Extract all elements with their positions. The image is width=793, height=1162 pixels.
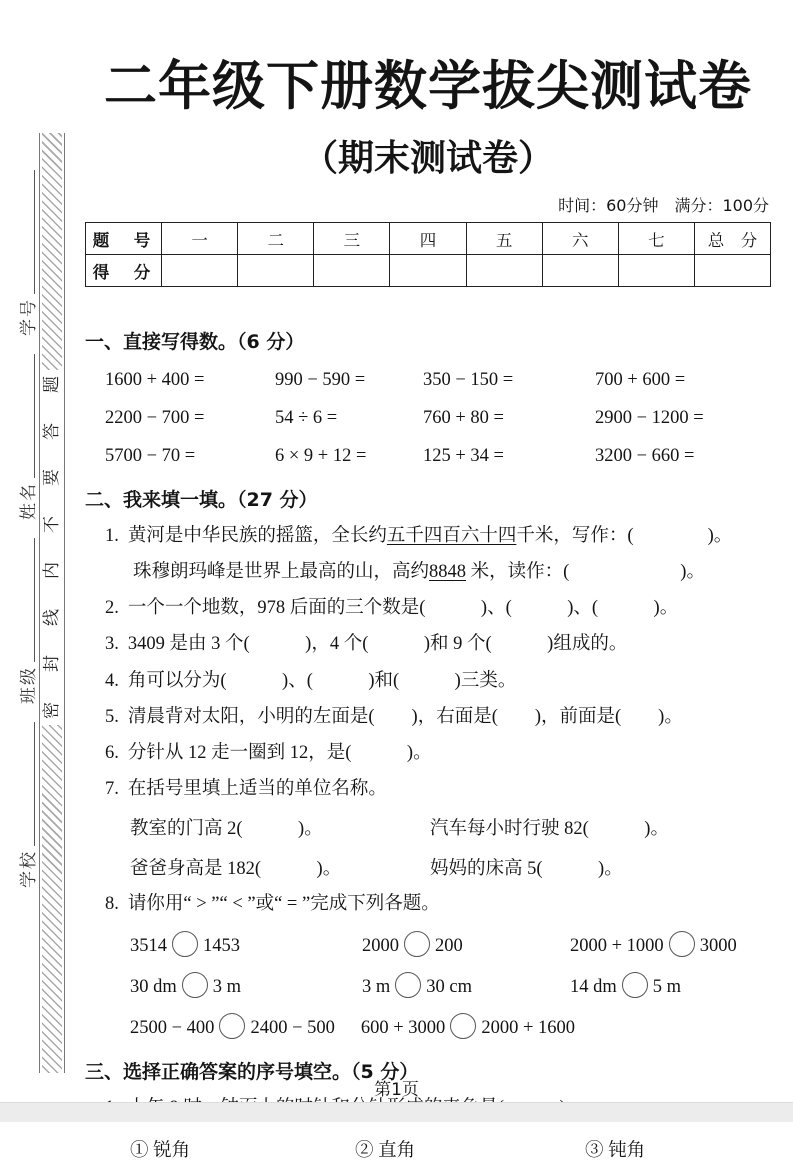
field-class-blank-line [34,538,35,662]
section1-heading: 一、直接写得数。（6 分） [85,331,305,353]
item-number: 4. [105,670,119,691]
field-class [14,532,39,716]
page-bottom-edge [0,1102,793,1122]
fill-item-7 [85,778,771,801]
score-table-header-cell: 总 分 [694,223,770,255]
comparison-left: 2000 + 1000 [570,936,664,957]
field-name [14,348,39,532]
comparison-left: 3 m [362,977,391,998]
comparison-item [361,1013,575,1039]
comparison-circle [450,1013,476,1039]
exam-paper [85,0,771,1162]
math-expression: 3200 − 660 = [595,446,695,466]
choice-option-1: ① 锐角 [130,1141,191,1162]
score-cell-empty [162,255,238,287]
score-table-header-cell: 三 [314,223,390,255]
underlined-text: 五千四百六十四 [386,526,517,546]
fill-item-3 [85,633,771,656]
comparison-circle [395,972,421,998]
comparison-right: 1453 [203,936,240,957]
seal-line-strip [39,133,65,1073]
comparison-item [130,972,362,998]
exam-meta: 时间：60分钟 满分：100分 [558,196,769,215]
score-table-header-cell: 六 [542,223,618,255]
score-table-header-cell: 一 [162,223,238,255]
math-expression: 700 + 600 = [595,370,686,390]
math-expression: 6 × 9 + 12 = [275,446,367,466]
math-expression: 2900 − 1200 = [595,408,704,428]
comparison-right: 30 cm [426,977,472,998]
unit-fill-grid [85,814,771,880]
page-title: 二年级下册数学拔尖测试卷 [104,56,752,117]
score-cell-empty [618,255,694,287]
comparison-item [362,972,570,998]
item-text: 在括号里填上适当的单位名称。 [127,778,387,799]
item-text: 请你用“ > ”“ < ”或“ = ”完成下列各题。 [127,894,440,914]
seal-char: 要 [41,469,62,487]
field-school-blank-line [34,722,35,846]
item-text: 分针从 12 走一圈到 12，是( )。 [127,742,432,763]
math-expression: 2200 − 700 = [105,408,205,428]
score-cell-empty [238,255,314,287]
score-table-header-cell: 七 [618,223,694,255]
seal-char: 内 [41,562,62,580]
score-row-label: 得 分 [86,255,162,287]
field-class-label: 班级 [19,666,39,704]
math-expression: 990 − 590 = [275,370,366,390]
item-number: 5. [105,706,119,727]
item-number: 7. [105,778,119,799]
item-number: 8. [105,894,119,914]
underlined-text: 8848 [429,562,467,583]
math-expression: 760 + 80 = [423,408,504,428]
item-number: 6. [105,742,119,763]
math-expression: 54 ÷ 6 = [275,408,338,428]
student-info-fields [7,164,39,900]
comparison-item [570,931,771,957]
math-expression: 1600 + 400 = [105,370,205,390]
field-name-label: 姓名 [19,482,39,520]
section2-heading: 二、我来填一填。（27 分） [85,489,318,511]
comparison-left: 3514 [130,936,167,957]
seal-char: 线 [41,608,62,626]
comparison-left: 2500 − 400 [130,1018,215,1039]
comparison-item [130,931,362,957]
item-text: 3409 是由 3 个( )，4 个( )和 9 个( )组成的。 [127,634,628,655]
comparison-item [570,972,771,998]
math-expression: 125 + 34 = [423,446,504,466]
item-number: 2. [105,598,119,619]
seal-hatch-bottom [42,725,62,1073]
seal-char: 封 [41,655,62,673]
page-subtitle: （期末测试卷） [301,138,554,179]
comparison-circle [219,1013,245,1039]
item-text: 一个一个地数，978 后面的三个数是( )、( )、( )。 [127,598,679,619]
unit-fill-item: 爸爸身高是 182( )。 [130,859,342,879]
unit-fill-item: 教室的门高 2( )。 [130,819,323,839]
comparison-circle [404,931,430,957]
seal-line-text [40,370,64,725]
section1-calculations [85,370,771,467]
score-table [85,222,771,287]
choice-options [85,1136,771,1162]
seal-char: 不 [41,515,62,533]
score-table-header-row [86,223,771,255]
score-table-header-cell: 二 [238,223,314,255]
score-cell-empty [466,255,542,287]
score-table-header-cell: 五 [466,223,542,255]
unit-fill-item: 妈妈的床高 5( )。 [430,859,623,879]
score-cell-empty [542,255,618,287]
fill-item-5 [85,706,771,729]
unit-fill-item: 汽车每小时行驶 82( )。 [430,819,669,839]
comparison-row-1 [85,931,771,957]
seal-char: 题 [41,376,62,393]
score-cell-empty [314,255,390,287]
item-number: 3. [105,634,119,655]
field-student-number-blank-line [34,170,35,294]
seal-hatch-top [42,133,62,370]
section3-heading: 三、选择正确答案的序号填空。（5 分） [85,1061,419,1084]
item-text: 清晨背对太阳，小明的左面是( )，右面是( )，前面是( )。 [127,706,683,727]
field-school [14,716,39,900]
math-expression: 5700 − 70 = [105,446,196,466]
comparison-item [362,931,570,957]
score-cell-empty [694,255,770,287]
choice-option-3: ③ 钝角 [585,1141,646,1162]
comparison-right: 3 m [212,977,242,998]
seal-char: 答 [41,422,62,440]
fill-item-8 [85,893,771,916]
seal-char: 密 [41,701,62,719]
comparison-right: 3000 [699,936,737,957]
comparison-left: 30 dm [130,977,177,998]
score-table-header-cell: 四 [390,223,466,255]
item-text: 珠穆朗玛峰是世界上最高的山，高约 [133,562,430,583]
item-text: 米，读作：( )。 [466,562,705,583]
page-number: 第1页 [374,1080,419,1100]
fill-item-1-line-1 [85,525,771,548]
item-text: 千米，写作：( )。 [516,526,733,546]
comparison-right: 2400 − 500 [250,1018,335,1039]
comparison-circle [172,931,198,957]
field-name-blank-line [34,354,35,478]
comparison-row-2 [85,972,771,998]
item-text: 角可以分为( )、( )和( )三类。 [127,670,517,691]
field-school-label: 学校 [19,850,39,888]
field-student-number-label: 学号 [19,298,39,336]
fill-item-6 [85,742,771,765]
fill-item-2 [85,597,771,620]
comparison-circle [622,972,648,998]
comparison-left: 14 dm [570,977,617,998]
comparison-circle [669,931,695,957]
score-cell-empty [390,255,466,287]
comparison-right: 2000 + 1600 [481,1018,575,1039]
comparison-item [130,1013,335,1039]
comparison-circle [182,972,208,998]
math-expression: 350 − 150 = [423,370,514,390]
score-table-score-row [86,255,771,287]
comparison-row-3 [85,1013,771,1039]
fill-item-1-line-2 [85,561,771,584]
comparison-left: 2000 [362,936,399,957]
comparison-right: 5 m [652,977,682,998]
fill-item-4 [85,670,771,693]
choice-option-2: ② 直角 [355,1141,416,1162]
item-text: 黄河是中华民族的摇篮，全长约 [127,526,387,546]
field-student-number [14,164,39,348]
item-number: 1. [105,526,119,546]
score-table-header-cell: 题 号 [86,223,162,255]
comparison-left: 600 + 3000 [360,1018,446,1039]
comparison-right: 200 [435,936,463,957]
